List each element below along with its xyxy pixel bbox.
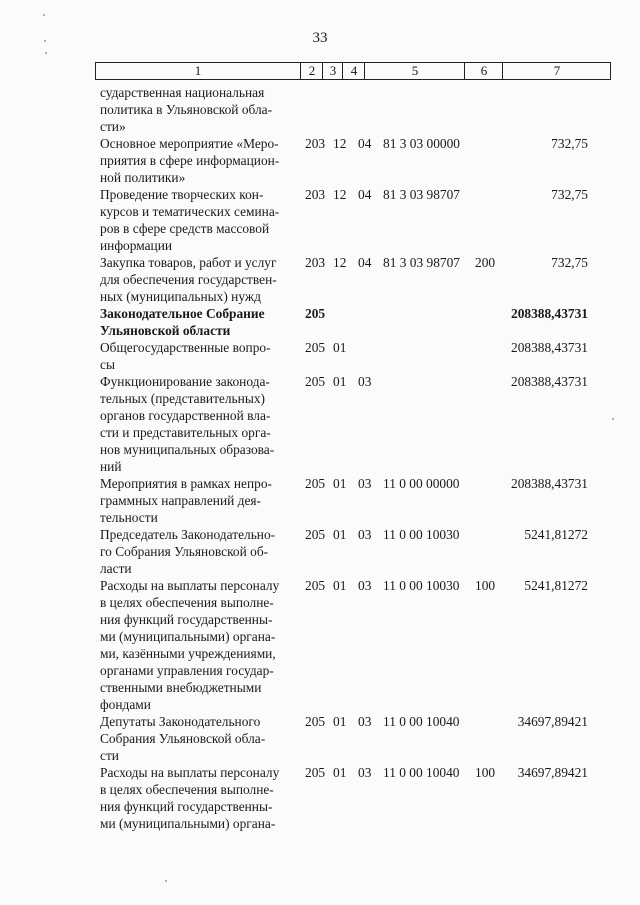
table-row xyxy=(0,135,640,186)
row-cell-c2: 205 xyxy=(305,578,326,593)
row-cell-c7: 208388,43731 xyxy=(511,476,588,491)
table-header xyxy=(95,62,611,80)
description-line: органов государственной вла- xyxy=(100,408,271,423)
header-col-1: 1 xyxy=(194,63,202,78)
row-cell-c5: 11 0 00 00000 xyxy=(383,476,460,491)
row-cell-c3: 01 xyxy=(333,765,347,780)
row-cell-c2: 205 xyxy=(305,374,326,389)
description-line: информации xyxy=(100,238,173,253)
row-cell-c5: 11 0 00 10040 xyxy=(383,714,460,729)
description-line: граммных направлений дея- xyxy=(100,493,262,508)
row-cell-c4: 03 xyxy=(358,476,372,491)
description-line: в целях обеспечения выполне- xyxy=(100,782,274,797)
description-line: Депутаты Законодательного xyxy=(100,714,261,729)
row-cell-c7: 732,75 xyxy=(551,187,588,202)
row-cell-c7: 34697,89421 xyxy=(517,765,588,780)
row-cell-c4: 03 xyxy=(358,578,372,593)
description-line: тельности xyxy=(100,510,158,525)
page-number: 33 xyxy=(312,30,328,46)
description-line: ных (муниципальных) нужд xyxy=(100,289,261,304)
description-line: для обеспечения государствен- xyxy=(100,272,277,287)
description-line: Ульяновской области xyxy=(100,323,231,338)
row-cell-c2: 205 xyxy=(305,476,326,491)
description-line: сти и представительных орга- xyxy=(100,425,271,440)
description-line: го Собрания Ульяновской об- xyxy=(100,544,269,559)
row-cell-c3: 12 xyxy=(333,255,347,270)
description-line: фондами xyxy=(100,697,151,712)
row-cell-c4: 03 xyxy=(358,765,372,780)
table-row xyxy=(0,526,640,577)
row-cell-c3: 01 xyxy=(333,578,347,593)
row-cell-c4: 03 xyxy=(358,374,372,389)
description-line: Собрания Ульяновской обла- xyxy=(100,731,266,746)
row-cell-c2: 205 xyxy=(305,714,326,729)
table-body xyxy=(0,84,640,832)
row-cell-c4: 03 xyxy=(358,714,372,729)
row-cell-c2: 203 xyxy=(305,255,326,270)
table-row xyxy=(0,339,640,373)
row-cell-c4: 03 xyxy=(358,527,372,542)
row-cell-c2: 205 xyxy=(305,765,326,780)
row-description xyxy=(100,84,300,135)
header-col-7: 7 xyxy=(502,63,611,79)
description-line: сти» xyxy=(100,119,126,134)
row-cell-c5: 81 3 03 00000 xyxy=(383,136,460,151)
row-description xyxy=(100,526,300,577)
description-line: Председатель Законодательно- xyxy=(100,527,276,542)
row-cell-c7: 208388,43731 xyxy=(511,306,588,321)
row-cell-c3: 01 xyxy=(333,374,347,389)
description-line: ния функций государственны- xyxy=(100,612,273,627)
description-line: Расходы на выплаты персоналу xyxy=(100,578,280,593)
row-description xyxy=(100,254,300,305)
description-line: ров в сфере средств массовой xyxy=(100,221,270,236)
description-line: ми (муниципальными) органа- xyxy=(100,629,276,644)
row-cell-c5: 11 0 00 10030 xyxy=(383,578,460,593)
row-description xyxy=(100,577,300,713)
row-cell-c2: 205 xyxy=(305,527,326,542)
row-cell-c4: 04 xyxy=(358,187,372,202)
description-line: нов муниципальных образова- xyxy=(100,442,275,457)
row-description xyxy=(100,339,300,373)
row-cell-c2: 205 xyxy=(305,306,326,321)
row-cell-c7: 5241,81272 xyxy=(524,578,588,593)
header-col-6: 6 xyxy=(464,63,503,79)
row-cell-c3: 12 xyxy=(333,187,347,202)
description-line: тельных (представительных) xyxy=(100,391,265,406)
row-cell-c4: 04 xyxy=(358,136,372,151)
description-line: Функционирование законода- xyxy=(100,374,270,389)
row-cell-c7: 34697,89421 xyxy=(517,714,588,729)
description-line: ми, казёнными учреждениями, xyxy=(100,646,276,661)
row-description xyxy=(100,135,300,186)
description-line: Основное мероприятие «Меро- xyxy=(100,136,279,151)
description-line: в целях обеспечения выполне- xyxy=(100,595,274,610)
row-cell-c5: 81 3 03 98707 xyxy=(383,187,460,202)
table-row xyxy=(0,186,640,254)
description-line: ственными внебюджетными xyxy=(100,680,262,695)
table-row xyxy=(0,713,640,764)
row-cell-c7: 732,75 xyxy=(551,136,588,151)
description-line: политика в Ульяновской обла- xyxy=(100,102,273,117)
row-cell-c3: 01 xyxy=(333,714,347,729)
description-line: Законодательное Собрание xyxy=(100,306,265,321)
description-line: ний xyxy=(100,459,122,474)
row-description xyxy=(100,764,300,832)
description-line: Общегосударственные вопро- xyxy=(100,340,271,355)
row-cell-c6: 100 xyxy=(475,578,496,593)
row-cell-c5: 11 0 00 10030 xyxy=(383,527,460,542)
table-row xyxy=(0,305,640,339)
row-cell-c3: 01 xyxy=(333,476,347,491)
description-line: Закупка товаров, работ и услуг xyxy=(100,255,277,270)
row-cell-c7: 732,75 xyxy=(551,255,588,270)
description-line: ной политики» xyxy=(100,170,186,185)
row-cell-c3: 01 xyxy=(333,527,347,542)
description-line: ния функций государственны- xyxy=(100,799,273,814)
description-line: Проведение творческих кон- xyxy=(100,187,264,202)
table-row xyxy=(0,577,640,713)
table-row xyxy=(0,475,640,526)
row-cell-c7: 208388,43731 xyxy=(511,374,588,389)
row-description xyxy=(100,373,300,475)
header-col-4: 4 xyxy=(342,63,365,79)
description-line: ми (муниципальными) органа- xyxy=(100,816,276,831)
description-line: сти xyxy=(100,748,119,763)
row-cell-c7: 208388,43731 xyxy=(511,340,588,355)
description-line: ласти xyxy=(100,561,132,576)
header-col-2: 2 xyxy=(300,63,323,79)
row-cell-c5: 11 0 00 10040 xyxy=(383,765,460,780)
row-description xyxy=(100,186,300,254)
row-description xyxy=(100,305,300,339)
table-row xyxy=(0,254,640,305)
description-line: курсов и тематических семина- xyxy=(100,204,280,219)
row-cell-c5: 81 3 03 98707 xyxy=(383,255,460,270)
row-cell-c3: 01 xyxy=(333,340,347,355)
row-description xyxy=(100,713,300,764)
row-cell-c6: 200 xyxy=(475,255,496,270)
table-row xyxy=(0,764,640,832)
description-line: органами управления государ- xyxy=(100,663,274,678)
row-cell-c3: 12 xyxy=(333,136,347,151)
table-row xyxy=(0,84,640,135)
row-cell-c6: 100 xyxy=(475,765,496,780)
row-cell-c2: 205 xyxy=(305,340,326,355)
table-row xyxy=(0,373,640,475)
row-cell-c7: 5241,81272 xyxy=(524,527,588,542)
description-line: приятия в сфере информацион- xyxy=(100,153,280,168)
row-cell-c2: 203 xyxy=(305,187,326,202)
header-col-3: 3 xyxy=(322,63,343,79)
description-line: сы xyxy=(100,357,115,372)
row-description xyxy=(100,475,300,526)
row-cell-c4: 04 xyxy=(358,255,372,270)
description-line: сударственная национальная xyxy=(100,85,265,100)
header-col-5: 5 xyxy=(364,63,465,79)
description-line: Мероприятия в рамках непро- xyxy=(100,476,272,491)
description-line: Расходы на выплаты персоналу xyxy=(100,765,280,780)
row-cell-c2: 203 xyxy=(305,136,326,151)
